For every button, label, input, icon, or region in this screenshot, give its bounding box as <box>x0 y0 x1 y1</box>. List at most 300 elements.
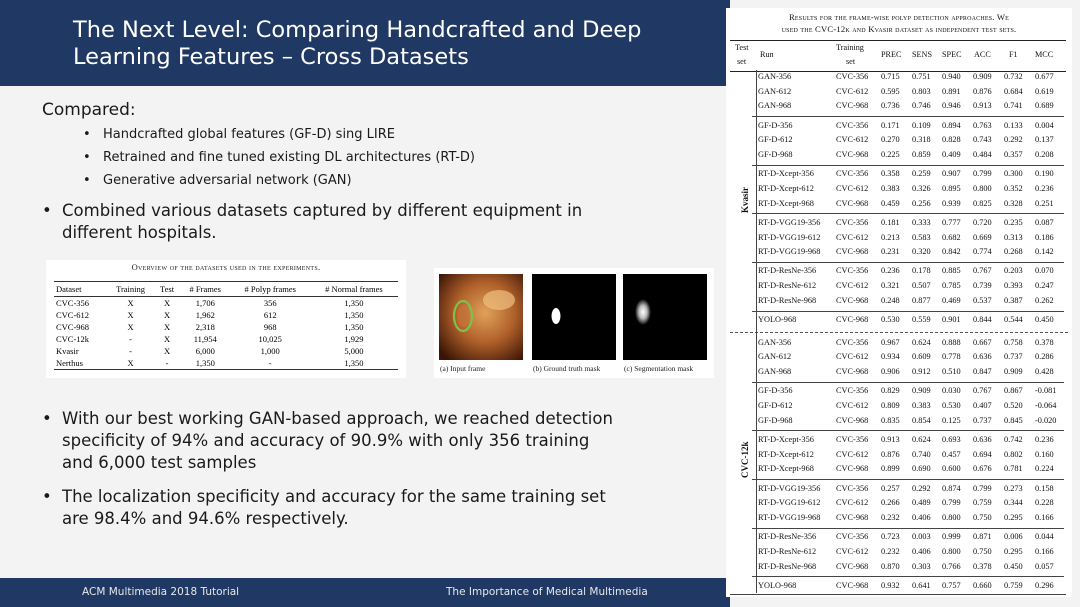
results-table-caption <box>732 11 1066 35</box>
table-cell: CVC-968 <box>836 561 869 571</box>
table-cell: CVC-356 <box>836 120 869 130</box>
table-cell: 0.300 <box>1004 169 1023 179</box>
table-cell: 0.693 <box>942 434 961 444</box>
header-test-set: set <box>737 57 747 66</box>
table-cell: 0.133 <box>1004 120 1023 130</box>
table-cell: 0.333 <box>912 217 931 227</box>
caption-line: Results for the frame-wise polyp detection approaches. We <box>789 12 1009 22</box>
header-spec: SPEC <box>942 50 962 59</box>
table-cell: 0.828 <box>942 135 961 145</box>
table-cell: 0.321 <box>881 281 900 291</box>
table-cell: 0.636 <box>973 352 992 362</box>
table-cell: 0.885 <box>942 266 961 276</box>
table-cell: 0.669 <box>973 232 992 242</box>
group-label-cvc12k: CVC-12k <box>740 441 750 478</box>
table-cell: 0.295 <box>1004 546 1023 556</box>
table-cell: RT-D-Xcept-968 <box>758 198 814 208</box>
table-cell: 0.767 <box>973 266 992 276</box>
results-table-header <box>730 40 1066 72</box>
table-cell: CVC-968 <box>56 322 90 332</box>
bullet-text: The localization specificity and accuracy for the same training set are 98.4% and 94.6% respectively. <box>62 487 606 528</box>
table-cell: 0.286 <box>1035 352 1054 362</box>
table-cell: X <box>127 298 134 308</box>
table-row <box>730 167 1066 182</box>
table-row <box>730 545 1066 560</box>
table-row <box>730 279 1066 294</box>
table-row <box>730 70 1066 85</box>
row-group-divider <box>752 528 1064 529</box>
table-cell: 0.682 <box>942 232 961 242</box>
header-f1: F1 <box>1009 50 1018 59</box>
table-cell: 0.946 <box>942 101 961 111</box>
table-cell: RT-D-VGG19-612 <box>758 232 821 242</box>
table-cell: 0.845 <box>1004 415 1023 425</box>
table-cell: 0.913 <box>973 101 992 111</box>
table-cell: 1,929 <box>344 334 364 344</box>
table-cell: - <box>129 346 132 356</box>
table-cell: CVC-612 <box>836 281 869 291</box>
table-cell: 0.909 <box>1004 367 1023 377</box>
table-cell: 0.428 <box>1035 367 1054 377</box>
table-cell: 0.624 <box>912 337 931 347</box>
table-cell: CVC-612 <box>836 498 869 508</box>
table-cell: 0.357 <box>1004 150 1023 159</box>
table-cell: RT-D-VGG19-356 <box>758 483 821 493</box>
footer <box>0 578 730 607</box>
table-cell: CVC-612 <box>836 232 869 242</box>
table-cell: GF-D-968 <box>758 415 793 425</box>
table-cell: 0.236 <box>881 266 900 276</box>
table-cell: 0.720 <box>973 217 992 227</box>
bullet-gan-results <box>42 408 622 474</box>
table-cell: 0.181 <box>881 217 900 227</box>
table-cell: 0.070 <box>1035 266 1054 276</box>
table-cell: 1,350 <box>310 357 398 370</box>
table-cell: 0.387 <box>1004 295 1023 305</box>
table-cell: CVC-12k <box>56 334 90 344</box>
table-cell: 0.800 <box>973 183 992 193</box>
table-cell: 1,706 <box>195 298 215 308</box>
table-cell: 0.530 <box>881 315 900 324</box>
table-cell: 0.393 <box>1004 281 1023 291</box>
table-cell: 0.137 <box>1035 135 1054 145</box>
table-cell: 0.800 <box>942 546 961 556</box>
sub-bullet-text: Handcrafted global features (GF-D) sing LIRE <box>103 127 395 142</box>
table-cell: CVC-356 <box>836 434 869 444</box>
table-cell: GAN-968 <box>758 101 792 111</box>
table-row <box>730 511 1066 526</box>
table-cell: 0.044 <box>1035 532 1054 542</box>
row-group-divider <box>752 262 1064 263</box>
table-row <box>730 365 1066 380</box>
table-cell: CVC-356 <box>836 532 869 542</box>
table-cell: 0.469 <box>942 295 961 305</box>
test-set-divider <box>730 332 1068 333</box>
row-group-divider <box>752 576 1064 577</box>
table-row <box>730 496 1066 511</box>
table-cell: 0.799 <box>942 498 961 508</box>
table-cell: 0.142 <box>1035 247 1054 257</box>
table-cell: 0.358 <box>881 169 900 179</box>
table-cell: 0.694 <box>973 449 992 459</box>
table-cell: 0.457 <box>942 449 961 459</box>
table-cell: 0.003 <box>912 532 931 542</box>
table-cell: CVC-356 <box>836 169 869 179</box>
table-cell: 0.909 <box>973 72 992 81</box>
table-cell: 0.690 <box>912 464 931 474</box>
table-cell: GAN-612 <box>758 352 792 362</box>
table-cell: 0.235 <box>1004 217 1023 227</box>
table-cell: CVC-968 <box>836 512 869 522</box>
table-cell: CVC-612 <box>836 449 869 459</box>
datasets-table-caption: Overview of the datasets used in the experiments. <box>131 262 321 272</box>
table-cell: 0.273 <box>1004 483 1023 493</box>
bullet-dot-icon: • <box>42 201 52 220</box>
segmentation-figure <box>434 268 714 378</box>
table-cell: 0.292 <box>912 483 931 493</box>
table-cell: 0.251 <box>1035 198 1054 208</box>
input-frame-caption: (a) Input frame <box>440 364 486 373</box>
table-cell: 0.732 <box>1004 72 1023 81</box>
table-row <box>730 85 1066 100</box>
table-cell: CVC-612 <box>836 546 869 556</box>
table-header: Dataset <box>54 282 107 297</box>
ground-truth-caption: (b) Ground truth mask <box>533 364 601 373</box>
table-cell: 0.934 <box>881 352 900 362</box>
table-cell: 1,350 <box>344 298 364 308</box>
table-cell: 0.809 <box>881 401 900 410</box>
table-cell: 0.158 <box>1035 483 1054 493</box>
table-cell: RT-D-Xcept-968 <box>758 464 814 474</box>
table-cell: 0.871 <box>973 532 992 542</box>
table-cell: CVC-356 <box>836 266 869 276</box>
table-cell: 0.378 <box>1035 337 1054 347</box>
table-cell: 0.225 <box>881 150 900 159</box>
table-cell: RT-D-ResNe-968 <box>758 561 817 571</box>
table-cell: 0.759 <box>973 498 992 508</box>
table-cell: 0.891 <box>942 86 961 96</box>
table-cell: CVC-968 <box>836 198 869 208</box>
table-cell: GAN-968 <box>758 367 792 377</box>
header-test: Test <box>735 43 749 52</box>
slide-title: The Next Level: Comparing Handcrafted and Deep Learning Features – Cross Datasets <box>73 17 642 70</box>
table-cell: 0.624 <box>912 434 931 444</box>
table-cell: 0.228 <box>1035 498 1054 508</box>
row-group-divider <box>752 165 1064 166</box>
table-cell: 0.785 <box>942 281 961 291</box>
table-cell: 0.741 <box>1004 101 1023 111</box>
table-cell: 0.736 <box>881 101 900 111</box>
table-cell: 0.636 <box>973 434 992 444</box>
table-row <box>730 482 1066 497</box>
table-row <box>730 336 1066 351</box>
table-cell: 0.259 <box>912 169 931 179</box>
table-cell: CVC-356 <box>836 217 869 227</box>
table-cell: CVC-968 <box>836 315 869 324</box>
table-cell: 0.236 <box>1035 434 1054 444</box>
table-cell: 0.352 <box>1004 183 1023 193</box>
sub-bullet <box>83 149 475 172</box>
table-cell: 1,962 <box>195 310 215 320</box>
table-cell: CVC-356 <box>836 337 869 347</box>
table-cell: 0.208 <box>1035 150 1054 159</box>
table-cell: 0.715 <box>881 72 900 81</box>
table-cell: 0.406 <box>912 512 931 522</box>
table-cell: GF-D-356 <box>758 120 793 130</box>
table-cell: 0.740 <box>912 449 931 459</box>
table-cell: 0.383 <box>881 183 900 193</box>
table-row <box>730 579 1066 594</box>
table-cell: X <box>163 346 171 356</box>
table-cell: X <box>107 357 154 370</box>
table-cell: 0.583 <box>912 232 931 242</box>
table-cell: 0.303 <box>912 561 931 571</box>
table-cell: CVC-356 <box>56 298 90 308</box>
table-cell: 0.777 <box>942 217 961 227</box>
table-cell: 2,318 <box>195 322 215 332</box>
table-cell: CVC-968 <box>836 367 869 377</box>
table-cell: CVC-612 <box>836 352 869 362</box>
table-cell: CVC-612 <box>836 183 869 193</box>
table-cell: RT-D-ResNe-968 <box>758 295 817 305</box>
table-cell: 0.940 <box>942 72 961 81</box>
table-cell: 0.895 <box>942 183 961 193</box>
table-cell: 0.507 <box>912 281 931 291</box>
table-cell: 0.248 <box>881 295 900 305</box>
table-cell: 0.295 <box>1004 512 1023 522</box>
table-cell: 0.967 <box>881 337 900 347</box>
table-cell: CVC-968 <box>836 150 869 159</box>
table-cell: 0.257 <box>881 483 900 493</box>
table-cell: 0.859 <box>912 150 931 159</box>
table-cell: GF-D-356 <box>758 386 793 396</box>
table-cell: 0.689 <box>1035 101 1054 111</box>
table-row <box>730 313 1066 328</box>
results-table-figure <box>726 8 1072 597</box>
table-cell: CVC-968 <box>836 247 869 257</box>
table-cell: 0.999 <box>942 532 961 542</box>
table-cell: 0.270 <box>881 135 900 145</box>
table-cell: RT-D-ResNe-612 <box>758 546 817 556</box>
table-cell: 0.004 <box>1035 120 1054 130</box>
header-sens: SENS <box>912 50 933 59</box>
table-cell: 0.224 <box>1035 464 1054 474</box>
header-run: Run <box>760 50 774 59</box>
table-row <box>54 297 398 310</box>
title-bar <box>0 0 730 86</box>
table-cell: 0.510 <box>942 367 961 377</box>
table-cell: 0.877 <box>912 295 931 305</box>
table-cell: 0.781 <box>1004 464 1023 474</box>
table-cell: 0.166 <box>1035 546 1054 556</box>
table-row <box>730 133 1066 148</box>
table-cell: 0.166 <box>1035 512 1054 522</box>
header-training: Training <box>836 43 864 52</box>
table-cell: 0.450 <box>1035 315 1054 324</box>
table-cell: 0.171 <box>881 120 900 130</box>
table-row <box>54 357 398 370</box>
table-cell: 0.799 <box>973 169 992 179</box>
table-cell: 6,000 <box>195 346 215 356</box>
table-cell: 0.867 <box>1004 386 1023 396</box>
table-cell: 0.667 <box>973 337 992 347</box>
bullet-text: Combined various datasets captured by different equipment in different hospitals. <box>62 201 583 242</box>
table-cell: CVC-356 <box>836 483 869 493</box>
table-cell: 0.203 <box>1004 266 1023 276</box>
table-cell: RT-D-ResNe-612 <box>758 281 817 291</box>
table-cell: CVC-968 <box>836 415 869 425</box>
table-cell: 0.262 <box>1035 295 1054 305</box>
table-cell: 0.619 <box>1035 86 1054 96</box>
table-cell: -0.020 <box>1035 415 1057 425</box>
compared-sub-list <box>83 126 475 195</box>
table-cell: 0.767 <box>973 386 992 396</box>
segmentation-caption: (c) Segmentation mask <box>624 364 694 373</box>
table-cell: GAN-612 <box>758 86 792 96</box>
table-cell: 0.854 <box>912 415 931 425</box>
table-cell: 0.737 <box>973 415 992 425</box>
table-row <box>730 264 1066 279</box>
input-frame-image <box>439 274 523 360</box>
table-cell: RT-D-Xcept-612 <box>758 449 814 459</box>
table-cell: 0.757 <box>942 580 961 590</box>
table-cell: 0.844 <box>973 315 992 324</box>
table-row <box>730 216 1066 231</box>
table-cell: 1,350 <box>344 322 364 332</box>
table-cell: YOLO-968 <box>758 315 797 324</box>
table-cell: 0.909 <box>912 386 931 396</box>
caption-line: used the CVC-12k and Kvasir dataset as independent test sets. <box>781 24 1017 34</box>
table-row <box>730 399 1066 414</box>
table-cell: 0.409 <box>942 150 961 159</box>
table-cell: RT-D-Xcept-356 <box>758 434 814 444</box>
table-cell: -0.081 <box>1035 386 1057 396</box>
table-cell: CVC-612 <box>836 135 869 145</box>
table-cell: 0.684 <box>1004 86 1023 96</box>
table-row <box>54 309 398 321</box>
bullet-dot-icon: • <box>83 127 91 142</box>
table-header: # Normal frames <box>310 282 398 297</box>
table-cell: 968 <box>263 322 277 332</box>
table-cell: 0.800 <box>942 512 961 522</box>
table-cell: CVC-356 <box>836 72 869 81</box>
sub-bullet-text: Generative adversarial network (GAN) <box>103 173 352 188</box>
table-row <box>730 433 1066 448</box>
bullet-dot-icon: • <box>83 150 91 165</box>
bullet-text: With our best working GAN-based approach, we reached detection specificity of 94% and accuracy of 90.9% with only 356 training and 6,000 test samples <box>62 409 613 472</box>
sub-bullet-text: Retrained and fine tuned existing DL architectures (RT-D) <box>103 150 476 165</box>
table-row <box>730 99 1066 114</box>
table-header: Test <box>154 282 180 297</box>
table-cell: 0.544 <box>1004 315 1023 324</box>
table-row <box>54 333 398 345</box>
table-cell: 0.758 <box>1004 337 1023 347</box>
table-cell: 0.383 <box>912 401 931 410</box>
datasets-table-figure <box>46 260 406 378</box>
table-cell: 0.328 <box>1004 198 1023 208</box>
table-cell: CVC-968 <box>836 101 869 111</box>
table-row <box>730 119 1066 134</box>
bullet-dot-icon: • <box>42 487 52 506</box>
row-group-divider <box>752 311 1064 312</box>
bullet-localization <box>42 486 622 530</box>
table-cell: 0.266 <box>881 498 900 508</box>
table-cell: 0.870 <box>881 561 900 571</box>
table-cell: 0.292 <box>1004 135 1023 145</box>
table-header: # Polyp frames <box>231 282 310 297</box>
table-cell: 0.778 <box>942 352 961 362</box>
table-cell: 0.407 <box>973 401 992 410</box>
header-prec: PREC <box>881 50 902 59</box>
table-cell: 0.888 <box>942 337 961 347</box>
table-row <box>730 245 1066 260</box>
table-cell: X <box>127 322 134 332</box>
table-cell: 0.660 <box>973 580 992 590</box>
table-cell: 0.913 <box>881 434 900 444</box>
table-row <box>730 182 1066 197</box>
table-cell: 0.932 <box>881 580 900 590</box>
table-cell: 0.737 <box>1004 352 1023 362</box>
table-header: Training <box>107 282 154 297</box>
table-cell: 0.912 <box>912 367 931 377</box>
datasets-table-body <box>54 297 398 370</box>
table-row <box>730 414 1066 429</box>
table-row <box>730 197 1066 212</box>
table-cell: RT-D-ResNe-356 <box>758 266 817 276</box>
table-row <box>730 148 1066 163</box>
table-cell: 0.609 <box>912 352 931 362</box>
table-cell: 0.231 <box>881 247 900 257</box>
row-group-divider <box>752 479 1064 480</box>
table-cell: 0.406 <box>912 546 931 556</box>
datasets-table <box>54 281 398 370</box>
footer-right: The Importance of Medical Multimedia <box>446 586 648 598</box>
table-cell: 0.742 <box>1004 434 1023 444</box>
table-cell: 0.746 <box>912 101 931 111</box>
column-divider <box>756 70 757 593</box>
table-cell: 0.268 <box>1004 247 1023 257</box>
table-cell: 0.087 <box>1035 217 1054 227</box>
table-cell: CVC-356 <box>836 386 869 396</box>
table-cell: 0.537 <box>973 295 992 305</box>
table-row <box>730 384 1066 399</box>
table-cell: 0.378 <box>973 561 992 571</box>
table-cell: -0.064 <box>1035 401 1057 410</box>
table-cell: 0.876 <box>881 449 900 459</box>
table-cell: CVC-612 <box>56 310 90 320</box>
header-acc: ACC <box>974 50 991 59</box>
group-label-kvasir: Kvasir <box>740 187 750 213</box>
table-cell: 0.901 <box>942 315 961 324</box>
table-cell: 0.894 <box>942 120 961 130</box>
table-row <box>730 530 1066 545</box>
table-cell: RT-D-Xcept-356 <box>758 169 814 179</box>
table-header: # Frames <box>180 282 231 297</box>
table-cell: 0.313 <box>1004 232 1023 242</box>
table-cell: 0.600 <box>942 464 961 474</box>
table-cell: CVC-968 <box>836 580 869 590</box>
table-cell: 0.739 <box>973 281 992 291</box>
table-cell: X <box>163 298 171 308</box>
table-cell: 0.160 <box>1035 449 1054 459</box>
table-cell: X <box>163 334 171 344</box>
table-cell: 0.641 <box>912 580 931 590</box>
table-cell: 0.676 <box>973 464 992 474</box>
table-cell: 0.057 <box>1035 561 1054 571</box>
table-cell: Kvasir <box>56 346 79 356</box>
header-training-set: set <box>846 57 856 66</box>
row-group-divider <box>752 382 1064 383</box>
